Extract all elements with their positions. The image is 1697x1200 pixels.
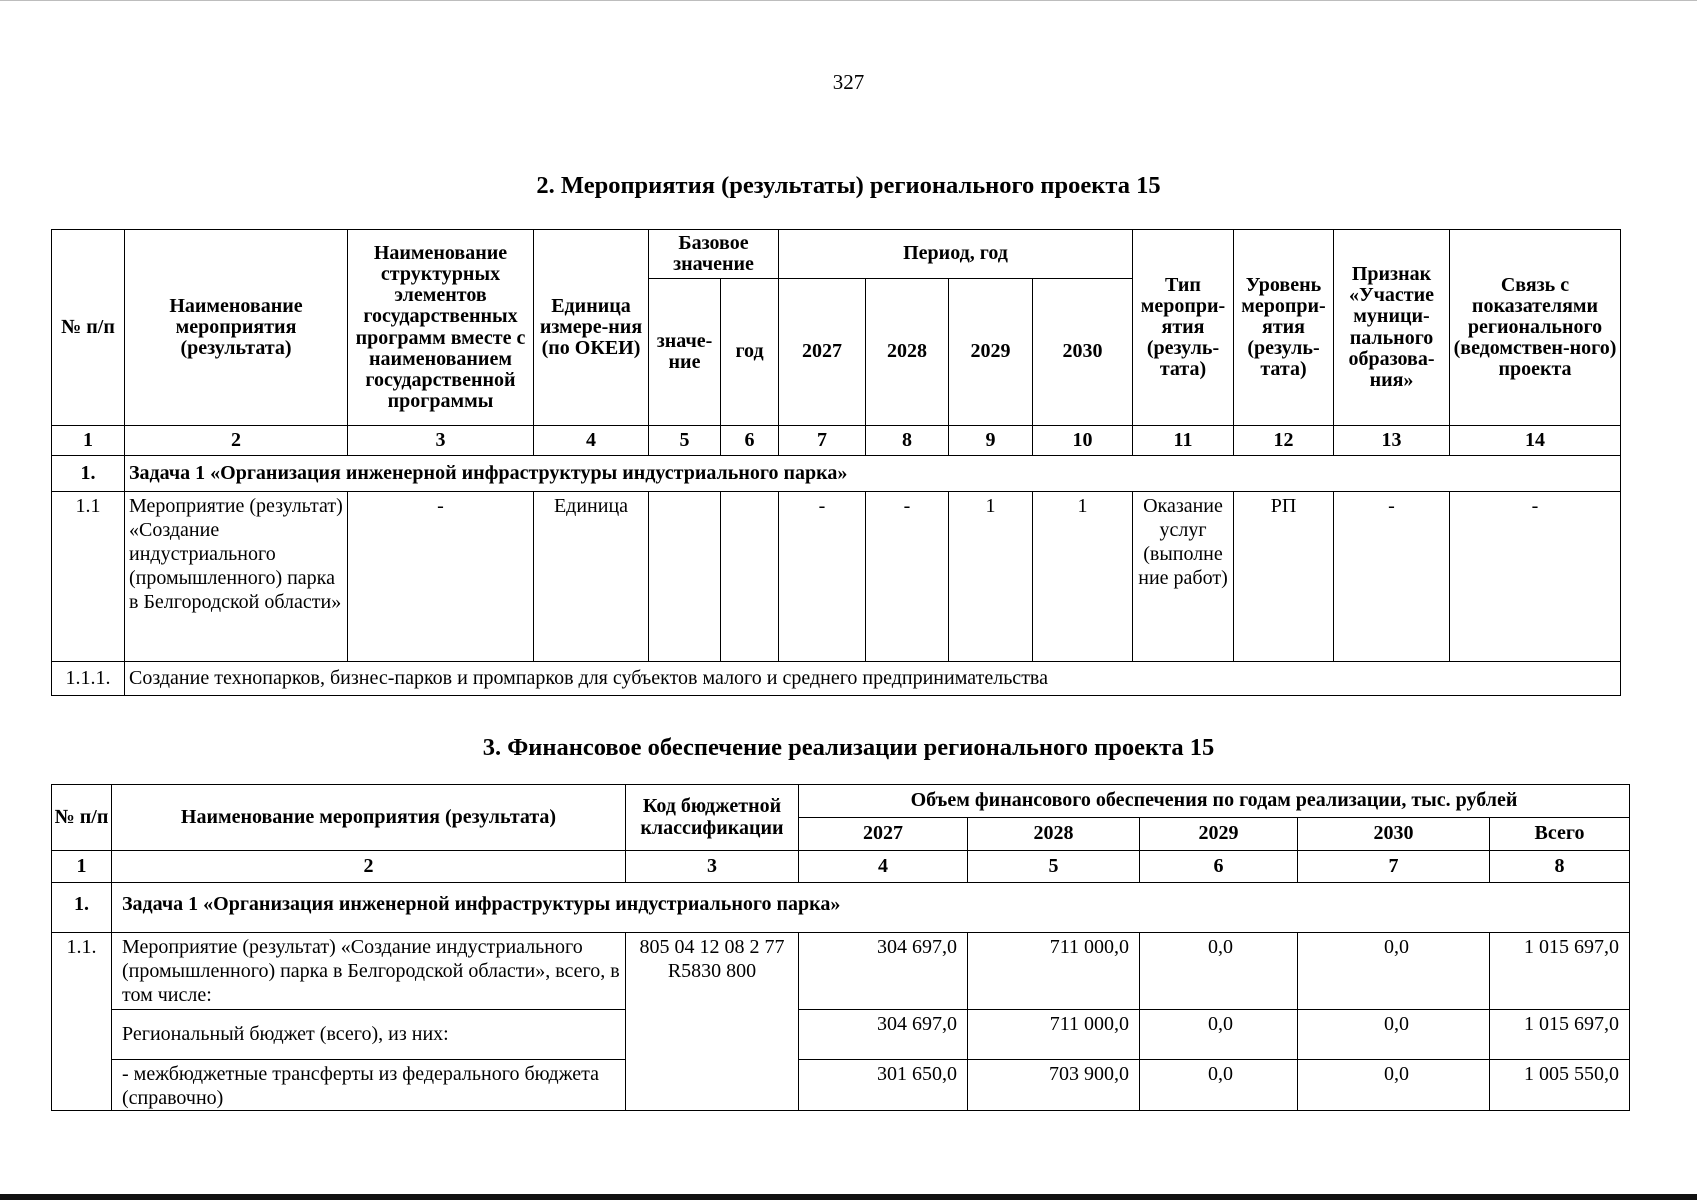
finance-value-2030: 0,0 bbox=[1298, 933, 1490, 1010]
col-number: 11 bbox=[1133, 426, 1234, 456]
event-link: - bbox=[1450, 492, 1621, 662]
finance-row bbox=[52, 1060, 1630, 1111]
finance-header-name: Наименование мероприятия (результата) bbox=[112, 785, 626, 851]
finance-value-total: 1 015 697,0 bbox=[1490, 1010, 1630, 1060]
event-2028: - bbox=[866, 492, 949, 662]
col-number: 6 bbox=[721, 426, 779, 456]
finance-row bbox=[52, 933, 1630, 1010]
finance-header-2027: 2027 bbox=[799, 818, 968, 851]
header-row bbox=[52, 230, 1621, 279]
task-row bbox=[52, 456, 1621, 492]
finance-header-row bbox=[52, 785, 1630, 818]
header-type: Тип меропри-ятия (резуль-тата) bbox=[1133, 230, 1234, 426]
finance-row-name: - межбюджетные трансферты из федерального бюджета (справочно) bbox=[112, 1060, 626, 1111]
header-num: № п/п bbox=[52, 230, 125, 426]
header-unit: Единица измере-ния (по ОКЕИ) bbox=[534, 230, 649, 426]
finance-header-code: Код бюджетной классификации bbox=[626, 785, 799, 851]
col-number: 7 bbox=[779, 426, 866, 456]
task-text: Задача 1 «Организация инженерной инфраструктуры индустриального парка» bbox=[125, 456, 1621, 492]
col-number: 9 bbox=[949, 426, 1033, 456]
finance-header-volume: Объем финансового обеспечения по годам реализации, тыс. рублей bbox=[799, 785, 1630, 818]
subevent-num: 1.1.1. bbox=[52, 662, 125, 696]
finance-table bbox=[51, 784, 1630, 1111]
finance-value-2027: 304 697,0 bbox=[799, 1010, 968, 1060]
finance-header-2028: 2028 bbox=[968, 818, 1140, 851]
finance-value-2030: 0,0 bbox=[1298, 1060, 1490, 1111]
header-level: Уровень меропри-ятия (резуль-тата) bbox=[1234, 230, 1334, 426]
header-link: Связь с показателями регионального (ведомствен-ного) проекта bbox=[1450, 230, 1621, 426]
col-number: 10 bbox=[1033, 426, 1133, 456]
event-unit: Единица bbox=[534, 492, 649, 662]
col-number: 14 bbox=[1450, 426, 1621, 456]
budget-code: 805 04 12 08 2 77 R5830 800 bbox=[626, 933, 799, 1111]
col-number: 2 bbox=[112, 851, 626, 883]
event-name: Мероприятие (результат) «Создание индустриального (промышленного) парка в Белгородской области» bbox=[125, 492, 348, 662]
header-municipal: Признак «Участие муници-пального образова-ния» bbox=[1334, 230, 1450, 426]
finance-task-text: Задача 1 «Организация инженерной инфраструктуры индустриального парка» bbox=[112, 883, 1630, 933]
event-num: 1.1 bbox=[52, 492, 125, 662]
finance-value-2029: 0,0 bbox=[1140, 1010, 1298, 1060]
event-level: РП bbox=[1234, 492, 1334, 662]
finance-value-2028: 711 000,0 bbox=[968, 1010, 1140, 1060]
col-number: 3 bbox=[348, 426, 534, 456]
top-border-line bbox=[0, 0, 1697, 1]
finance-value-2028: 711 000,0 bbox=[968, 933, 1140, 1010]
event-type: Оказание услуг (выполне ние работ) bbox=[1133, 492, 1234, 662]
finance-row bbox=[52, 1010, 1630, 1060]
col-number: 8 bbox=[1490, 851, 1630, 883]
finance-value-total: 1 015 697,0 bbox=[1490, 933, 1630, 1010]
finance-value-2028: 703 900,0 bbox=[968, 1060, 1140, 1111]
header-year-2028: 2028 bbox=[866, 279, 949, 426]
header-name: Наименование мероприятия (результата) bbox=[125, 230, 348, 426]
col-number: 3 bbox=[626, 851, 799, 883]
finance-value-2029: 0,0 bbox=[1140, 1060, 1298, 1111]
event-2029: 1 bbox=[949, 492, 1033, 662]
bottom-border-bar bbox=[0, 1194, 1697, 1200]
section-2-title: 2. Мероприятия (результаты) регионального проекта 15 bbox=[536, 172, 1161, 199]
col-number: 13 bbox=[1334, 426, 1450, 456]
finance-header-num: № п/п bbox=[52, 785, 112, 851]
finance-task-row bbox=[52, 883, 1630, 933]
event-row bbox=[52, 492, 1621, 662]
event-base-year bbox=[721, 492, 779, 662]
page-number: 327 bbox=[832, 70, 865, 94]
col-number: 4 bbox=[799, 851, 968, 883]
header-year-2029: 2029 bbox=[949, 279, 1033, 426]
finance-value-2030: 0,0 bbox=[1298, 1010, 1490, 1060]
finance-value-2027: 304 697,0 bbox=[799, 933, 968, 1010]
subevent-row bbox=[52, 662, 1621, 696]
col-number: 1 bbox=[52, 426, 125, 456]
finance-value-2027: 301 650,0 bbox=[799, 1060, 968, 1111]
events-table bbox=[51, 229, 1621, 696]
col-number: 6 bbox=[1140, 851, 1298, 883]
column-number-row bbox=[52, 426, 1621, 456]
header-structural: Наименование структурных элементов государственных программ вместе с наименованием государственной программы bbox=[348, 230, 534, 426]
header-base: Базовое значение bbox=[649, 230, 779, 279]
col-number: 12 bbox=[1234, 426, 1334, 456]
event-2027: - bbox=[779, 492, 866, 662]
finance-row-name: Региональный бюджет (всего), из них: bbox=[112, 1010, 626, 1060]
col-number: 5 bbox=[649, 426, 721, 456]
col-number: 5 bbox=[968, 851, 1140, 883]
header-year-2030: 2030 bbox=[1033, 279, 1133, 426]
section-3-title: 3. Финансовое обеспечение реализации регионального проекта 15 bbox=[482, 734, 1215, 761]
finance-header-2030: 2030 bbox=[1298, 818, 1490, 851]
header-base-value: значе-ние bbox=[649, 279, 721, 426]
header-year-2027: 2027 bbox=[779, 279, 866, 426]
col-number: 4 bbox=[534, 426, 649, 456]
col-number: 8 bbox=[866, 426, 949, 456]
finance-row-name: Мероприятие (результат) «Создание индустриального (промышленного) парка в Белгородской области», всего, в том числе: bbox=[112, 933, 626, 1010]
finance-task-num: 1. bbox=[52, 883, 112, 933]
header-period: Период, год bbox=[779, 230, 1133, 279]
task-num: 1. bbox=[52, 456, 125, 492]
finance-value-2029: 0,0 bbox=[1140, 933, 1298, 1010]
finance-row-num: 1.1. bbox=[52, 933, 112, 1111]
event-structural: - bbox=[348, 492, 534, 662]
header-base-year: год bbox=[721, 279, 779, 426]
finance-value-total: 1 005 550,0 bbox=[1490, 1060, 1630, 1111]
finance-header-total: Всего bbox=[1490, 818, 1630, 851]
col-number: 7 bbox=[1298, 851, 1490, 883]
subevent-text: Создание технопарков, бизнес-парков и промпарков для субъектов малого и среднего предпринимательства bbox=[125, 662, 1621, 696]
finance-header-2029: 2029 bbox=[1140, 818, 1298, 851]
event-2030: 1 bbox=[1033, 492, 1133, 662]
col-number: 2 bbox=[125, 426, 348, 456]
event-base-value bbox=[649, 492, 721, 662]
event-municipal: - bbox=[1334, 492, 1450, 662]
finance-column-number-row bbox=[52, 851, 1630, 883]
col-number: 1 bbox=[52, 851, 112, 883]
